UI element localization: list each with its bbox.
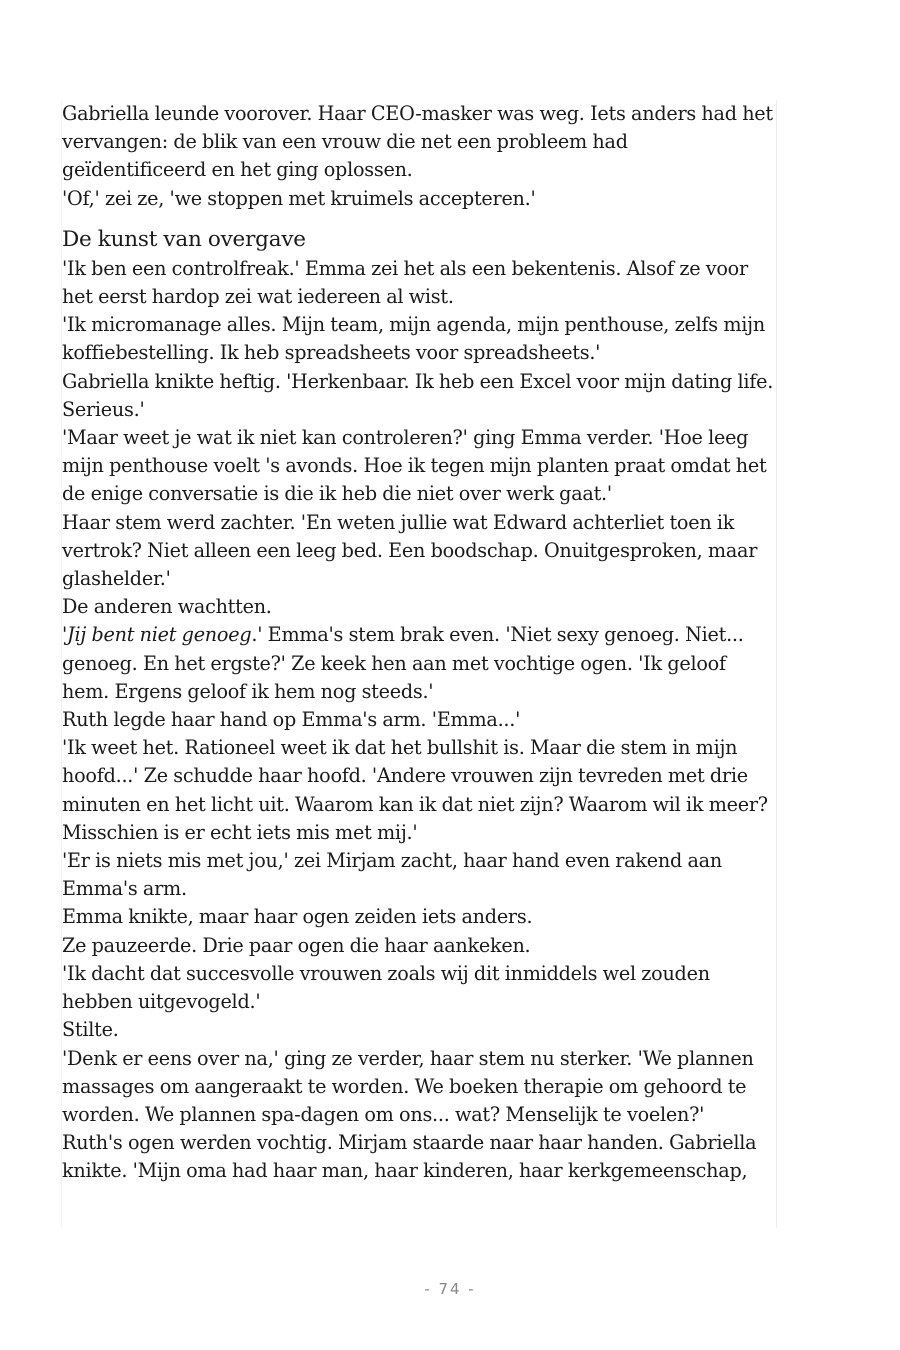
paragraph: Ruth's ogen werden vochtig. Mirjam staarde naar haar handen. Gabriella knikte. 'Mijn oma had haar man, haar kinderen, haar kerkgemeenschap, — [62, 1131, 757, 1183]
paragraph: Gabriella knikte heftig. 'Herkenbaar. Ik heb een Excel voor mijn dating life. Serieus.' — [62, 369, 774, 421]
section-heading: De kunst van overgave — [62, 226, 306, 252]
quote-open: ' — [62, 623, 68, 647]
paragraph: 'Ik ben een controlfreak.' Emma zei het als een bekentenis. Alsof ze voor het eerst hardop zei wat iedereen al wist. — [62, 256, 748, 309]
paragraph: Stilte. — [62, 1018, 119, 1042]
paragraph: 'Ik weet het. Rationeel weet ik dat het bullshit is. Maar die stem in mijn hoofd...' Ze schudde haar hoofd. 'Andere vrouwen zijn tevreden met drie minuten en het licht uit. Waarom kan ik dat niet zijn? Waarom wil ik meer? Misschien is er echt iets mis met mij.' — [62, 736, 768, 844]
section-gap — [62, 213, 776, 221]
paragraph: Haar stem werd zachter. 'En weten jullie wat Edward achterliet toen ik vertrok? Niet alleen een leeg bed. Een boodschap. Onuitgesproken, maar glashelder.' — [62, 510, 758, 591]
paragraph-italic-quote — [62, 621, 776, 706]
paragraph: 'Ik dacht dat succesvolle vrouwen zoals wij dit inmiddels wel zouden hebben uitgevogeld.' — [62, 961, 710, 1014]
paragraph: 'Er is niets mis met jou,' zei Mirjam zacht, haar hand even rakend aan Emma's arm. — [62, 849, 722, 901]
italic-text: Jij bent niet genoeg — [67, 623, 252, 647]
page-number: - 74 - — [424, 1280, 476, 1298]
paragraph: Emma knikte, maar haar ogen zeiden iets anders. — [62, 905, 533, 929]
paragraph: 'Denk er eens over na,' ging ze verder, haar stem nu sterker. 'We plannen massages om aangeraakt te worden. We boeken therapie om gehoord te worden. We plannen spa-dagen om ons... wat? Menselijk te voelen?' — [62, 1046, 754, 1126]
paragraph: Ze pauzeerde. Drie paar ogen die haar aankeken. — [62, 933, 531, 957]
paragraph: Gabriella leunde voorover. Haar CEO-masker was weg. Iets anders had het vervangen: de blik van een vrouw die net een probleem had geïdentificeerd en het ging oplossen. — [62, 102, 773, 182]
body-text — [61, 100, 777, 1228]
paragraph: Ruth legde haar hand op Emma's arm. 'Emma...' — [62, 708, 521, 732]
paragraph: 'Ik micromanage alles. Mijn team, mijn agenda, mijn penthouse, zelfs mijn koffiebestelling. Ik heb spreadsheets voor spreadsheets.' — [62, 313, 765, 365]
paragraph: 'Of,' zei ze, 'we stoppen met kruimels accepteren.' — [62, 186, 536, 210]
paragraph: De anderen wachtten. — [62, 595, 272, 619]
quote-rest: .' Emma's stem brak even. 'Niet sexy genoeg. Niet... genoeg. En het ergste?' Ze keek hen aan met vochtige ogen. 'Ik geloof hem. Ergens geloof ik hem nog steeds.' — [62, 623, 744, 703]
paragraph: 'Maar weet je wat ik niet kan controleren?' ging Emma verder. 'Hoe leeg mijn penthouse voelt 's avonds. Hoe ik tegen mijn planten praat omdat het de enige conversatie is die ik heb die niet over werk gaat.' — [62, 426, 767, 506]
